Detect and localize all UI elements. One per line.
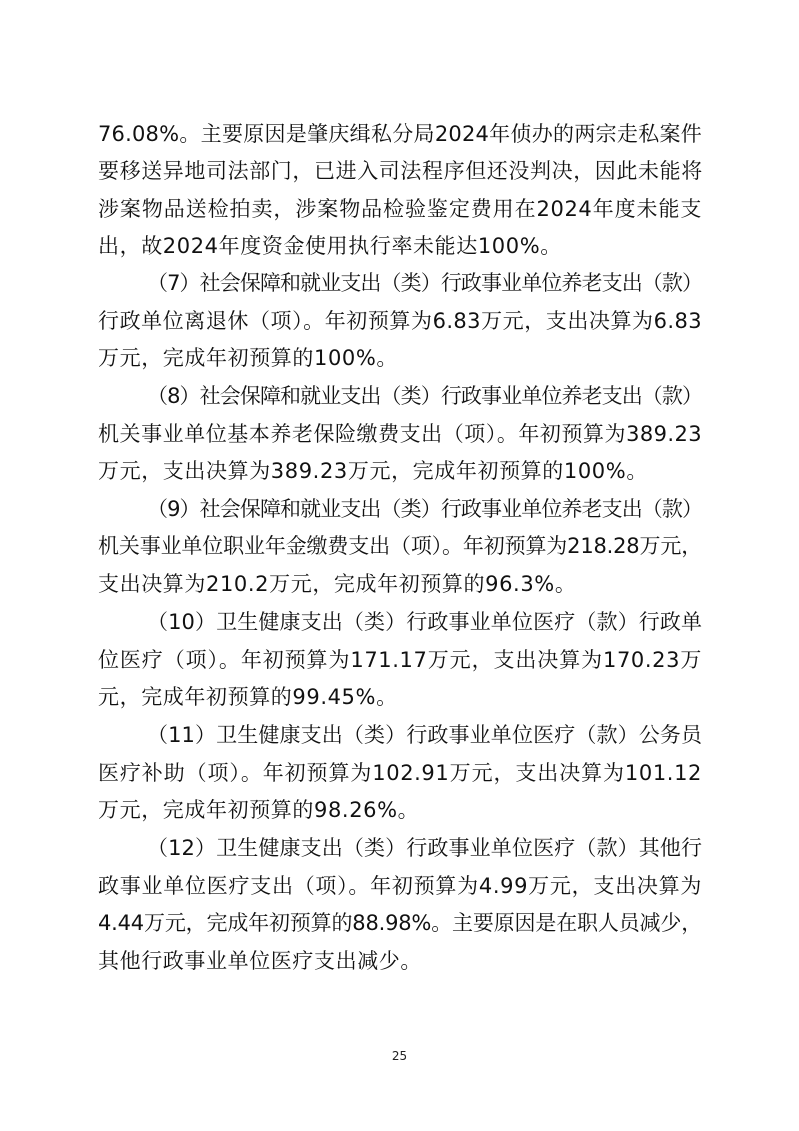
paragraph-first-line: （9）社会保障和就业支出（类）行政事业单位养老支出（款）: [147, 497, 702, 521]
text-line: 元，完成年初预算的99.45%。: [98, 685, 398, 709]
text-line: 医疗补助（项）。年初预算为102.91万元，支出决算为101.12: [98, 761, 702, 785]
page-number: 25: [391, 1049, 408, 1063]
paragraph-first-line: （10）卫生健康支出（类）行政事业单位医疗（款）行政单: [147, 610, 702, 634]
text-line: 万元，完成年初预算的98.26%。: [98, 798, 420, 822]
text-line: 位医疗（项）。年初预算为171.17万元，支出决算为170.23万: [98, 648, 702, 672]
paragraph-first-line: （8）社会保障和就业支出（类）行政事业单位养老支出（款）: [147, 384, 702, 408]
text-line: 机关事业单位职业年金缴费支出（项）。年初预算为218.28万元，: [98, 534, 702, 558]
text-line: 万元，完成年初预算的100%。: [98, 346, 399, 370]
text-line: 万元，支出决算为389.23万元，完成年初预算的100%。: [98, 459, 648, 483]
text-line: 4.44万元，完成年初预算的88.98%。主要原因是在职人员减少，: [98, 911, 702, 935]
text-line: 涉案物品送检拍卖，涉案物品检验鉴定费用在2024年度未能支: [98, 197, 702, 221]
text-line: 机关事业单位基本养老保险缴费支出（项）。年初预算为389.23: [98, 422, 702, 446]
paragraph-first-line: （11）卫生健康支出（类）行政事业单位医疗（款）公务员: [147, 723, 702, 747]
text-line: 76.08%。主要原因是肇庆缉私分局2024年侦办的两宗走私案件: [98, 122, 702, 146]
paragraph-first-line: （12）卫生健康支出（类）行政事业单位医疗（款）其他行: [147, 836, 702, 860]
text-line: 出，故2024年度资金使用执行率未能达100%。: [98, 234, 562, 258]
text-line: 行政单位离退休（项）。年初预算为6.83万元，支出决算为6.83: [98, 309, 702, 333]
paragraph-first-line: （7）社会保障和就业支出（类）行政事业单位养老支出（款）: [147, 271, 702, 295]
text-line: 政事业单位医疗支出（项）。年初预算为4.99万元，支出决算为: [98, 874, 702, 898]
text-line: 其他行政事业单位医疗支出减少。: [98, 949, 422, 973]
text-line: 支出决算为210.2万元，完成年初预算的96.3%。: [98, 572, 577, 596]
text-line: 要移送异地司法部门，已进入司法程序但还没判决，因此未能将: [98, 159, 703, 183]
